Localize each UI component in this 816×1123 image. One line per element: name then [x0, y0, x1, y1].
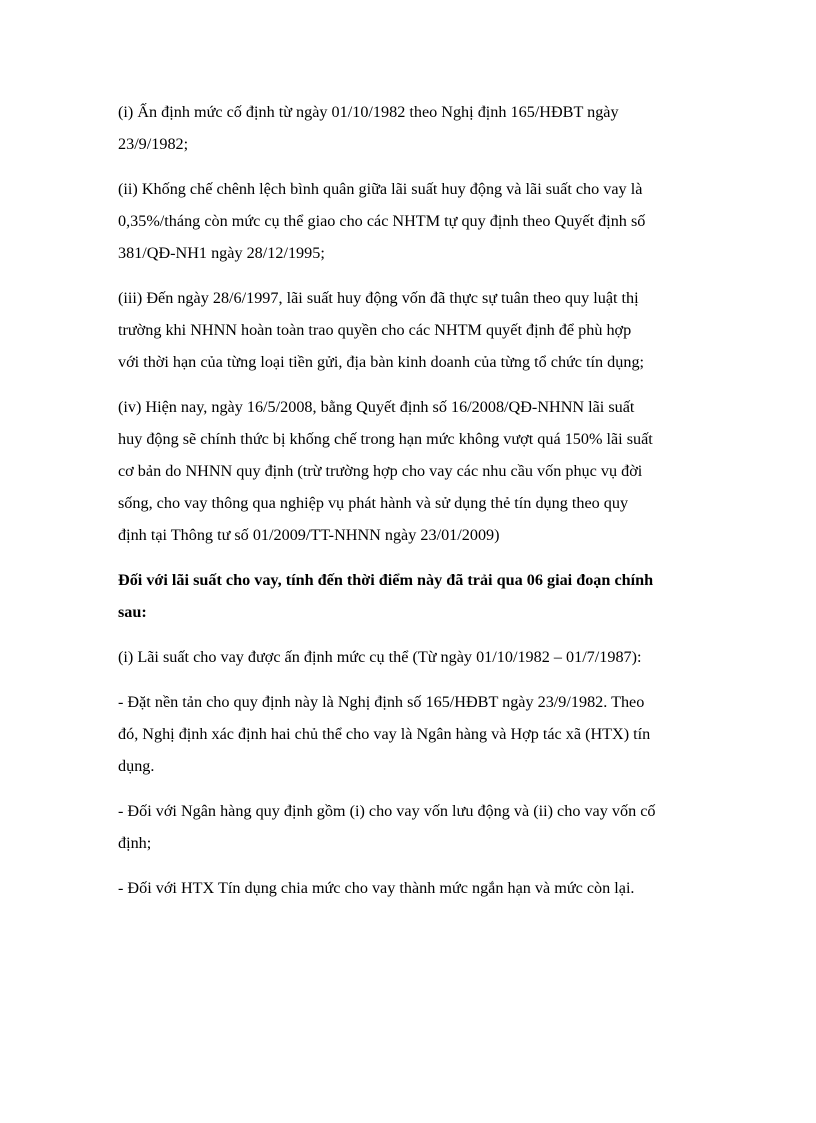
- paragraph: [118, 641, 703, 673]
- text-line: 0,35%/tháng còn mức cụ thể giao cho các NHTM tự quy định theo Quyết định số: [118, 212, 646, 230]
- text-line: cơ bản do NHNN quy định (trừ trường hợp cho vay các nhu cầu vốn phục vụ đời: [118, 462, 643, 480]
- text-line: 23/9/1982;: [118, 135, 189, 153]
- paragraph: [118, 686, 703, 782]
- text-line: sống, cho vay thông qua nghiệp vụ phát hành và sử dụng thẻ tín dụng theo quy: [118, 494, 629, 512]
- text-line: - Đặt nền tản cho quy định này là Nghị định số 165/HĐBT ngày 23/9/1982. Theo: [118, 693, 645, 711]
- text-line: trường khi NHNN hoàn toàn trao quyền cho các NHTM quyết định để phù hợp: [118, 321, 632, 339]
- text-line: định tại Thông tư số 01/2009/TT-NHNN ngày 23/01/2009): [118, 526, 500, 544]
- text-line: (iv) Hiện nay, ngày 16/5/2008, bằng Quyết định số 16/2008/QĐ-NHNN lãi suất: [118, 398, 635, 416]
- text-line: 381/QĐ-NH1 ngày 28/12/1995;: [118, 244, 325, 262]
- paragraph: [118, 173, 703, 269]
- text-line: sau:: [118, 603, 147, 621]
- text-line: định;: [118, 834, 152, 852]
- text-line: (i) Ấn định mức cố định từ ngày 01/10/1982 theo Nghị định 165/HĐBT ngày: [118, 103, 619, 121]
- text-line: (ii) Khống chế chênh lệch bình quân giữa lãi suất huy động và lãi suất cho vay là: [118, 180, 643, 198]
- text-line: với thời hạn của từng loại tiền gửi, địa bàn kinh doanh của từng tổ chức tín dụng;: [118, 353, 645, 371]
- section-heading: [118, 564, 703, 628]
- text-line: - Đối với Ngân hàng quy định gồm (i) cho vay vốn lưu động và (ii) cho vay vốn cố: [118, 802, 656, 820]
- text-line: đó, Nghị định xác định hai chủ thể cho vay là Ngân hàng và Hợp tác xã (HTX) tín: [118, 725, 651, 743]
- paragraph: [118, 96, 703, 160]
- text-line: - Đối với HTX Tín dụng chia mức cho vay thành mức ngắn hạn và mức còn lại.: [118, 879, 635, 897]
- paragraph: [118, 282, 703, 378]
- document-page: [118, 96, 703, 917]
- text-line: (iii) Đến ngày 28/6/1997, lãi suất huy động vốn đã thực sự tuân theo quy luật thị: [118, 289, 639, 307]
- text-line: huy động sẽ chính thức bị khống chế trong hạn mức không vượt quá 150% lãi suất: [118, 430, 653, 448]
- paragraph: [118, 391, 703, 551]
- text-line: Đối với lãi suất cho vay, tính đến thời điểm này đã trải qua 06 giai đoạn chính: [118, 571, 654, 589]
- text-line: (i) Lãi suất cho vay được ấn định mức cụ thể (Từ ngày 01/10/1982 – 01/7/1987):: [118, 648, 642, 666]
- text-line: dụng.: [118, 757, 155, 775]
- paragraph: [118, 872, 703, 904]
- paragraph: [118, 795, 703, 859]
